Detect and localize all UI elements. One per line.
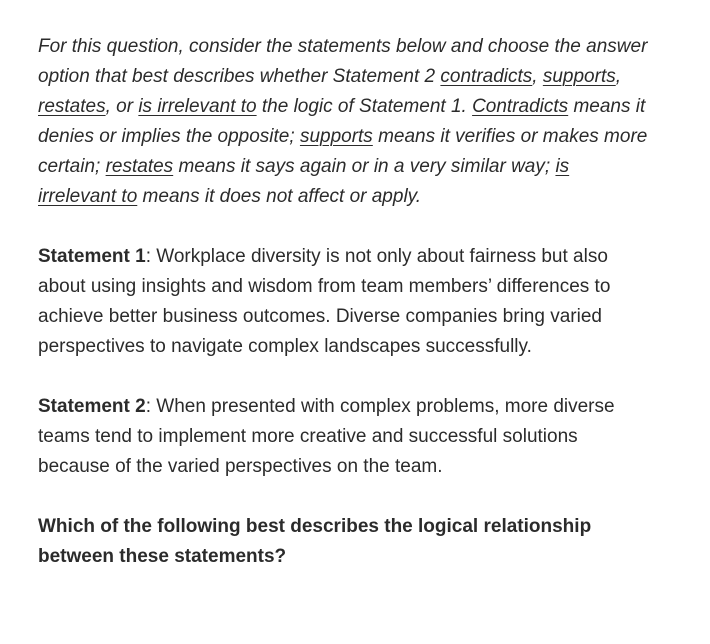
statement-1-label: Statement 1: [38, 246, 146, 267]
instructions-paragraph: [38, 32, 648, 212]
question-prompt: Which of the following best describes the logical relationship between these statements?: [38, 516, 592, 567]
definition-contradicts: means it denies or implies the opposite;: [38, 96, 646, 147]
term-contradicts: contradicts: [440, 66, 533, 87]
definition-irrelevant: means it does not affect or apply.: [137, 186, 422, 207]
statement-1-text: : Workplace diversity is not only about fairness but also about using insights and wisdom from team members’ differences to achieve better business outcomes. Diverse companies bring varied perspectives to navigate complex landscapes successfully.: [38, 246, 611, 357]
definition-term-restates: restates: [105, 156, 174, 177]
definition-term-supports: supports: [299, 126, 373, 147]
term-irrelevant: is irrelevant to: [138, 96, 257, 117]
statement-2-text: : When presented with complex problems, more diverse teams tend to implement more creative and successful solutions because of the varied perspectives on the team.: [38, 396, 615, 477]
definition-term-irrelevant: is irrelevant to: [38, 156, 570, 207]
statement-2: [38, 392, 648, 482]
separator: , or: [105, 96, 139, 117]
definition-term-contradicts: Contradicts: [472, 96, 569, 117]
term-restates: restates: [38, 96, 106, 117]
separator: ,: [615, 66, 621, 87]
definition-supports: means it verifies or makes more certain;: [38, 126, 648, 177]
statement-2-label: Statement 2: [38, 396, 146, 417]
statement-1: [38, 242, 648, 362]
instructions-text: the logic of Statement 1.: [256, 96, 473, 117]
separator: ,: [532, 66, 543, 87]
definition-restates: means it says again or in a very similar way;: [173, 156, 556, 177]
term-supports: supports: [542, 66, 616, 87]
question-content: [38, 32, 648, 572]
instructions-text: For this question, consider the statements below and choose the answer option that best describes whether Statement 2: [38, 36, 648, 87]
